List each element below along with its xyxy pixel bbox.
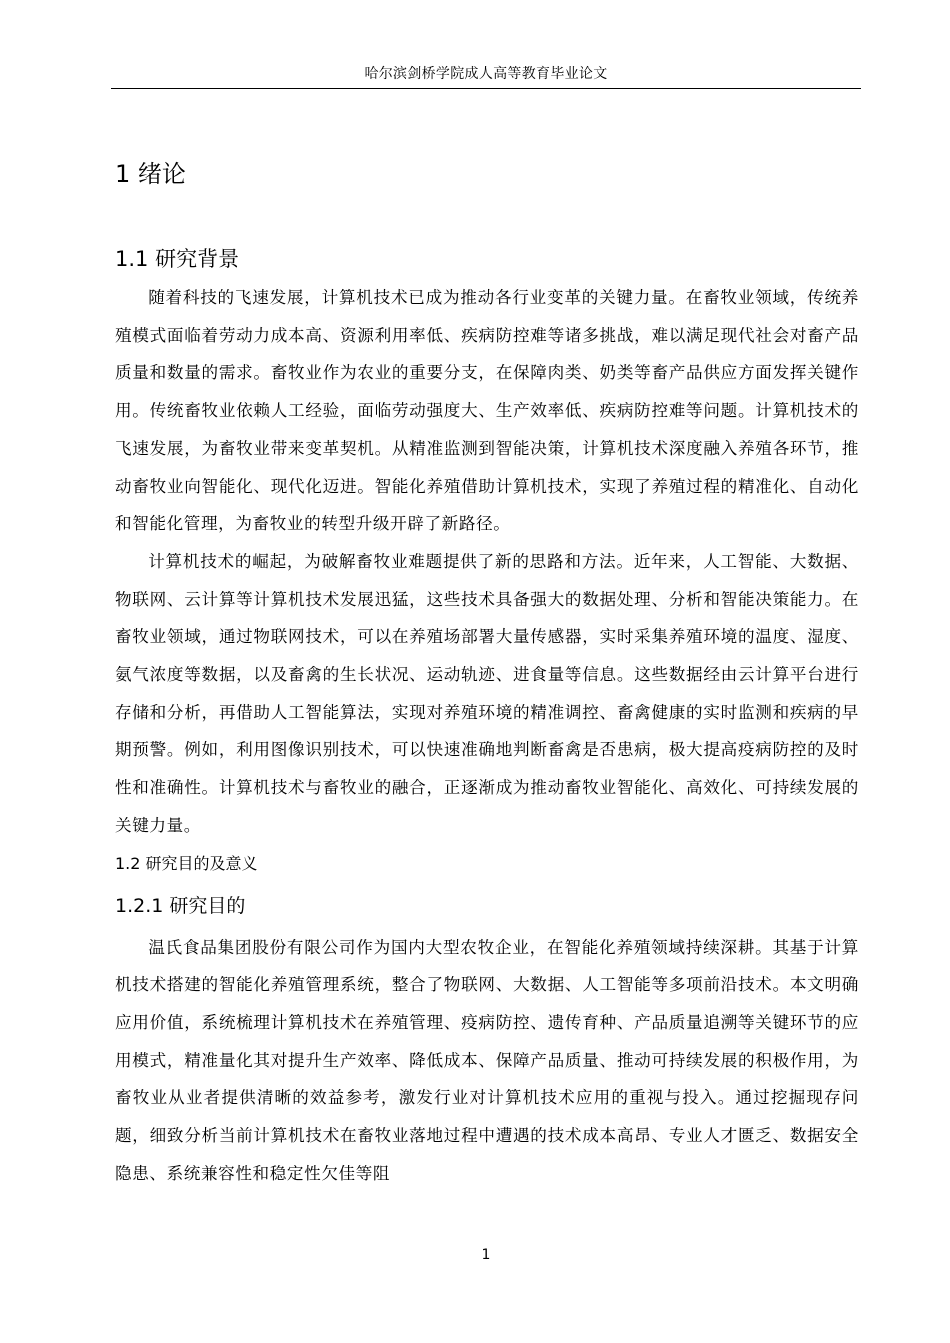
page-number: 1 (481, 1247, 491, 1263)
subsection-title-research-purpose: 1.2.1 研究目的 (115, 894, 246, 917)
header-divider (111, 88, 861, 89)
running-header: 哈尔滨剑桥学院成人高等教育毕业论文 (364, 66, 608, 82)
section-title-research-background: 1.1 研究背景 (115, 247, 240, 271)
paragraph: 温氏食品集团股份有限公司作为国内大型农牧企业，在智能化养殖领域持续深耕。其基于计算机技术搭建的智能化养殖管理系统，整合了物联网、大数据、人工智能等多项前沿技术。本文明确应用价值，系统梳理计算机技术在养殖管理、疫病防控、遗传育种、产品质量追溯等关键环节的应用模式，精准量化其对提升生产效率、降低成本、保障产品质量、推动可持续发展的积极作用，为畜牧业从业者提供清晰的效益参考，激发行业对计算机技术应用的重视与投入。通过挖掘现存问题，细致分析当前计算机技术在畜牧业落地过程中遭遇的技术成本高昂、专业人才匮乏、数据安全隐患、系统兼容性和稳定性欠佳等阻 (115, 937, 859, 1183)
section-title-purpose-significance: 1.2 研究目的及意义 (115, 853, 258, 873)
chapter-title: 1 绪论 (115, 160, 186, 188)
paragraph: 计算机技术的崛起，为破解畜牧业难题提供了新的思路和方法。近年来，人工智能、大数据、物联网、云计算等计算机技术发展迅猛，这些技术具备强大的数据处理、分析和智能决策能力。在畜牧业领域，通过物联网技术，可以在养殖场部署大量传感器，实时采集养殖环境的温度、湿度、氨气浓度等数据，以及畜禽的生长状况、运动轨迹、进食量等信息。这些数据经由云计算平台进行存储和分析，再借助人工智能算法，实现对养殖环境的精准调控、畜禽健康的实时监测和疾病的早期预警。例如，利用图像识别技术，可以快速准确地判断畜禽是否患病，极大提高疫病防控的及时性和准确性。计算机技术与畜牧业的融合，正逐渐成为推动畜牧业智能化、高效化、可持续发展的关键力量。 (115, 551, 859, 835)
page-body (115, 150, 859, 1192)
paragraph: 随着科技的飞速发展，计算机技术已成为推动各行业变革的关键力量。在畜牧业领域，传统养殖模式面临着劳动力成本高、资源利用率低、疾病防控难等诸多挑战，难以满足现代社会对畜产品质量和数量的需求。畜牧业作为农业的重要分支，在保障肉类、奶类等畜产品供应方面发挥关键作用。传统畜牧业依赖人工经验，面临劳动强度大、生产效率低、疾病防控难等问题。计算机技术的飞速发展，为畜牧业带来变革契机。从精准监测到智能决策，计算机技术深度融入养殖各环节，推动畜牧业向智能化、现代化迈进。智能化养殖借助计算机技术，实现了养殖过程的精准化、自动化和智能化管理，为畜牧业的转型升级开辟了新路径。 (115, 288, 859, 534)
